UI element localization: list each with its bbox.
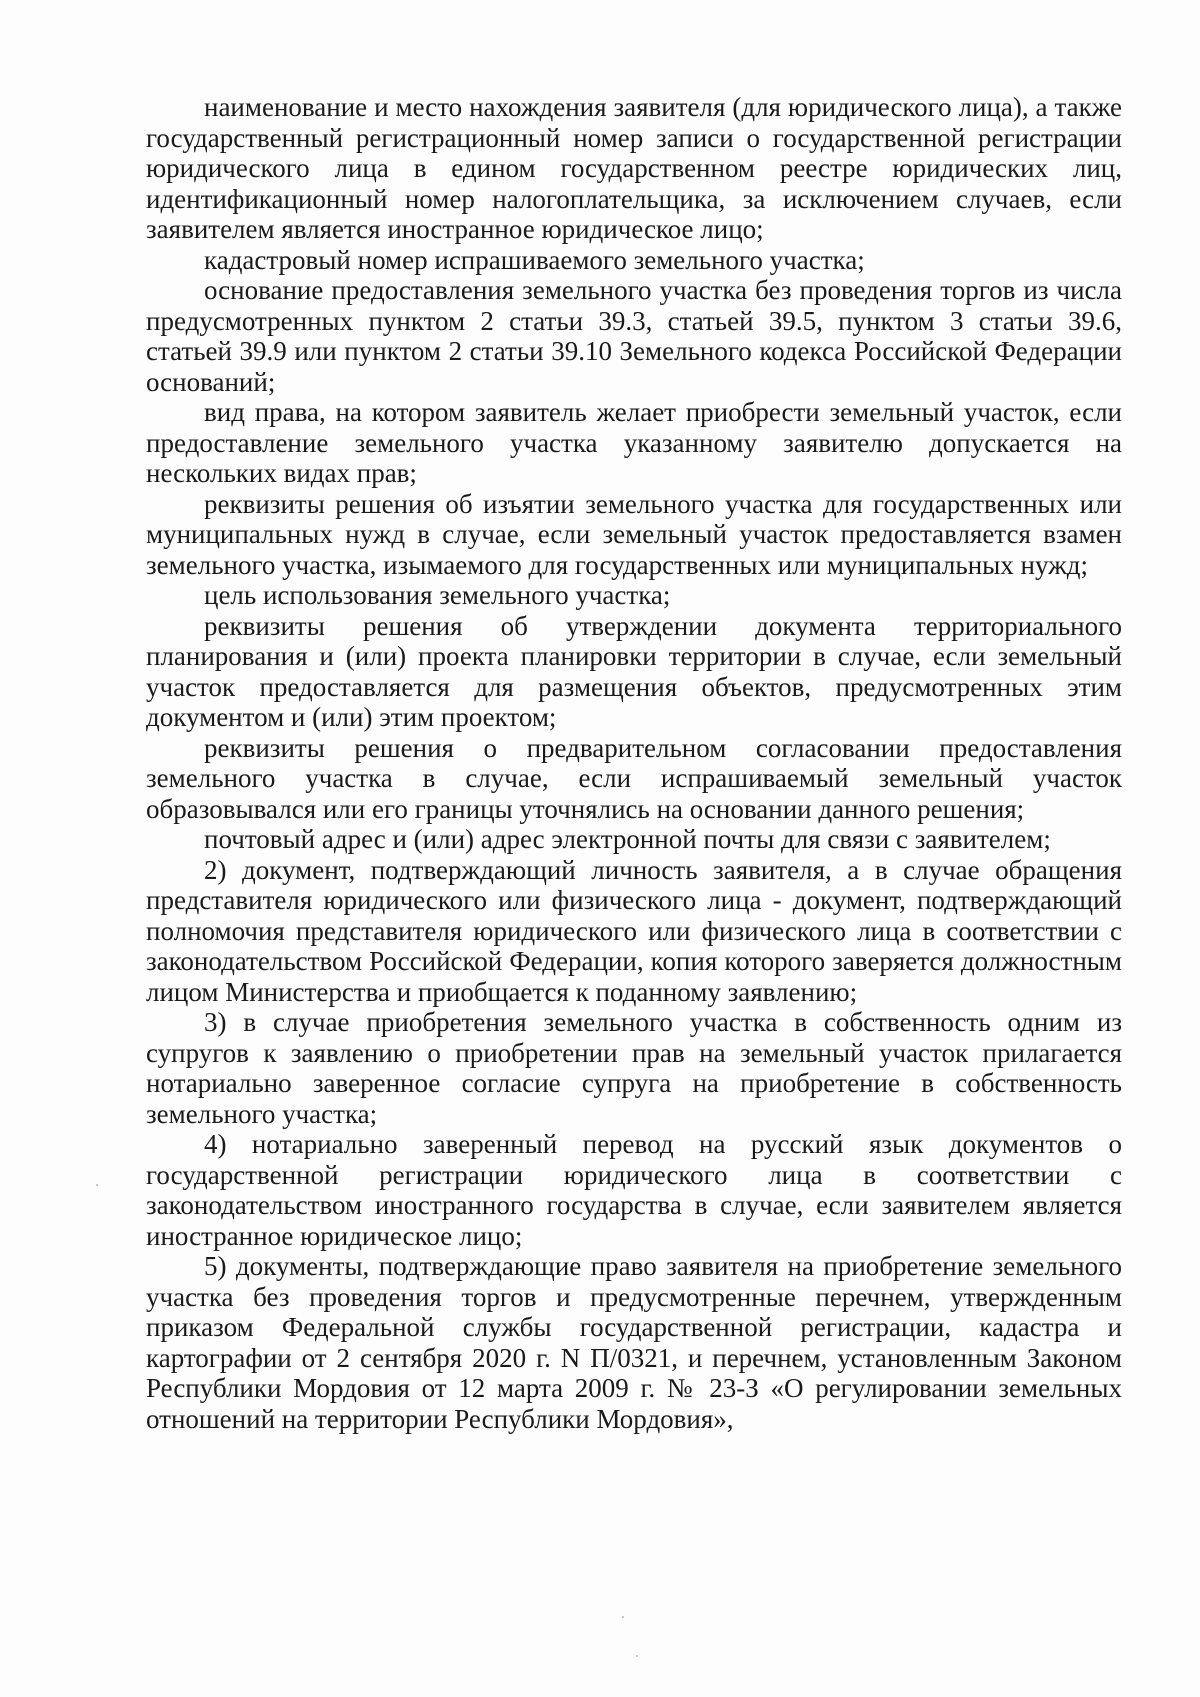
paragraph-purpose: цель использования земельного участка; — [204, 580, 671, 610]
paragraph-basis: основание предоставления земельного участка без проведения торгов из числа предусмотренных пунктом 2 статьи 39.3, статьей 39.5, пунктом 3 статьи 39.6, статьей 39.9 или пунктом 2 статьи 39.10 Земельного кодекса Российской Федерации оснований; — [146, 275, 1122, 397]
scan-speck — [622, 1616, 624, 1618]
paragraph-item-2: 2) документ, подтверждающий личность заявителя, а в случае обращения представителя юридического или физического лица - документ, подтверждающий полномочия представителя юридического или физического лица в соответствии с законодательством Российской Федерации, копия которого заверяется должностным лицом Министерства и приобщается к поданному заявлению; — [146, 854, 1122, 1007]
paragraph-seizure-decision: реквизиты решения об изъятии земельного участка для государственных или муниципальных нужд в случае, если земельный участок предоставляется взамен земельного участка, изымаемого для государственных или муниципальных нужд; — [146, 488, 1122, 580]
paragraph-right-type: вид права, на котором заявитель желает приобрести земельный участок, если предоставление земельного участка указанному заявителю допускается на нескольких видах прав; — [146, 397, 1122, 488]
paragraph-preliminary-approval: реквизиты решения о предварительном согласовании предоставления земельного участка в случае, если испрашиваемый земельный участок образовывался или его границы уточнялись на основании данного решения; — [146, 732, 1122, 824]
paragraph-contact-address: почтовый адрес и (или) адрес электронной почты для связи с заявителем; — [204, 824, 1051, 854]
scan-speck — [96, 1184, 98, 1186]
paragraph-cadastral-number: кадастровый номер испрашиваемого земельного участка; — [204, 244, 865, 275]
paragraph-item-4: 4) нотариально заверенный перевод на русский язык документов о государственной регистрации юридического лица в соответствии с законодательством иностранного государства в случае, если заявителем является иностранное юридическое лицо; — [146, 1129, 1122, 1251]
scan-speck — [636, 1655, 638, 1657]
paragraph-applicant-name: наименование и место нахождения заявителя (для юридического лица), а также государственный регистрационный номер записи о государственной регистрации юридического лица в едином государственном реестре юридических лиц, идентификационный номер налогоплательщика, за исключением случаев, если заявителем является иностранное юридическое лицо; — [146, 92, 1122, 244]
paragraph-planning-decision: реквизиты решения об утверждении документа территориального планирования и (или) проекта планировки территории в случае, если земельный участок предоставляется для размещения объектов, предусмотренных этим документом и (или) этим проектом; — [146, 610, 1122, 732]
paragraph-item-5: 5) документы, подтверждающие право заявителя на приобретение земельного участка без проведения торгов и предусмотренные перечнем, утвержденным приказом Федеральной службы государственной регистрации, кадастра и картографии от 2 сентября 2020 г. N П/0321, и перечнем, установленным Законом Республики Мордовия от 12 марта 2009 г. № 23-З «О регулировании земельных отношений на территории Республики Мордовия», — [146, 1251, 1122, 1434]
paragraph-item-3: 3) в случае приобретения земельного участка в собственность одним из супругов к заявлению о приобретении прав на земельный участок прилагается нотариально заверенное согласие супруга на приобретение в собственность земельного участка; — [146, 1007, 1122, 1129]
document-body — [146, 92, 1122, 1434]
